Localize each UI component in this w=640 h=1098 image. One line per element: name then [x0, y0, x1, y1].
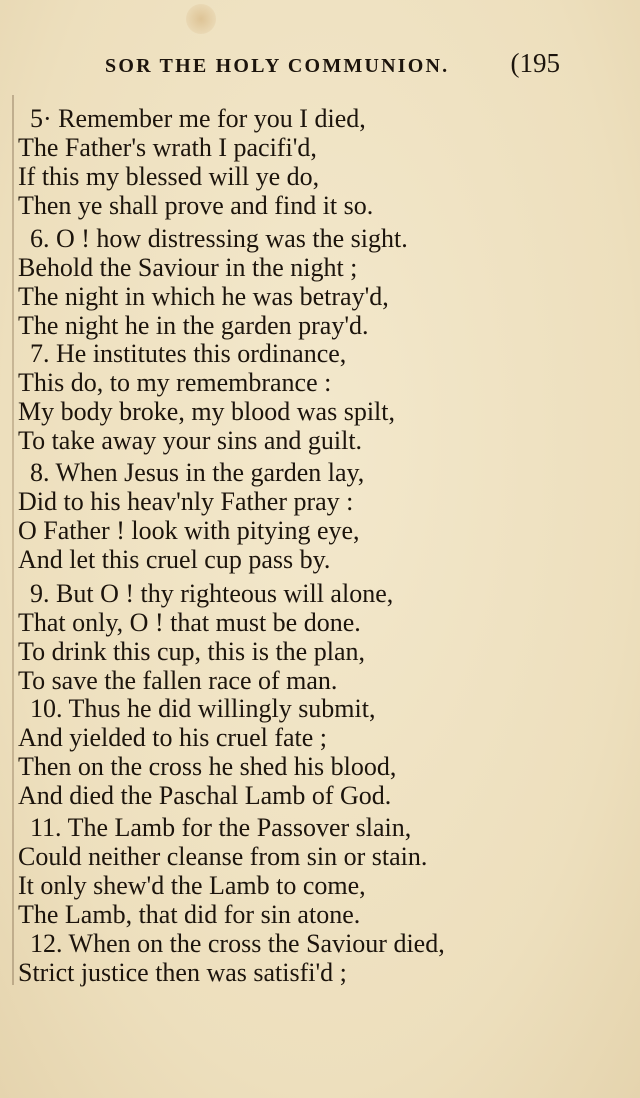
- verse-line: The Lamb, that did for sin atone.: [18, 900, 361, 929]
- verse-line: Could neither cleanse from sin or stain.: [18, 842, 428, 871]
- verse-line: And let this cruel cup pass by.: [18, 545, 331, 574]
- paper-stain: [186, 4, 216, 34]
- page-header: [105, 48, 560, 84]
- verse-line: If this my blessed will ye do,: [18, 162, 320, 191]
- verse-line: Did to his heav'nly Father pray :: [18, 487, 354, 516]
- verse-line: Behold the Saviour in the night ;: [18, 253, 358, 282]
- verse-line: The night he in the garden pray'd.: [18, 311, 369, 340]
- verse-line: Then on the cross he shed his blood,: [18, 752, 397, 781]
- verse-line: This do, to my remembrance :: [18, 368, 332, 397]
- verse-line: Then ye shall prove and find it so.: [18, 191, 374, 220]
- verse-line: 12. When on the cross the Saviour died,: [30, 929, 445, 958]
- verse-line: 9. But O ! thy righteous will alone,: [30, 579, 394, 608]
- verse-line: The night in which he was betray'd,: [18, 282, 389, 311]
- page-number: (195: [510, 48, 560, 78]
- verse-line: To take away your sins and guilt.: [18, 426, 363, 455]
- verse-line: Strict justice then was satisfi'd ;: [18, 958, 347, 987]
- verse-line: To drink this cup, this is the plan,: [18, 637, 365, 666]
- verse-line: The Father's wrath I pacifi'd,: [18, 133, 317, 162]
- verse-line: That only, O ! that must be done.: [18, 608, 361, 637]
- verse-line: And yielded to his cruel fate ;: [18, 723, 328, 752]
- verse-line: 8. When Jesus in the garden lay,: [30, 458, 365, 487]
- verse-line: 5· Remember me for you I died,: [30, 104, 366, 133]
- verse-line: To save the fallen race of man.: [18, 666, 338, 695]
- verse-line: My body broke, my blood was spilt,: [18, 397, 395, 426]
- verse-line: O Father ! look with pitying eye,: [18, 516, 360, 545]
- running-head: SOR THE HOLY COMMUNION.: [105, 55, 450, 77]
- verse-line: 10. Thus he did willingly submit,: [30, 694, 376, 723]
- verse-line: 7. He institutes this ordinance,: [30, 339, 347, 368]
- gutter-shadow: [12, 95, 14, 985]
- verse-line: And died the Paschal Lamb of God.: [18, 781, 392, 810]
- verse-line: 6. O ! how distressing was the sight.: [30, 224, 408, 253]
- verse-line: It only shew'd the Lamb to come,: [18, 871, 366, 900]
- verse-line: 11. The Lamb for the Passover slain,: [30, 813, 412, 842]
